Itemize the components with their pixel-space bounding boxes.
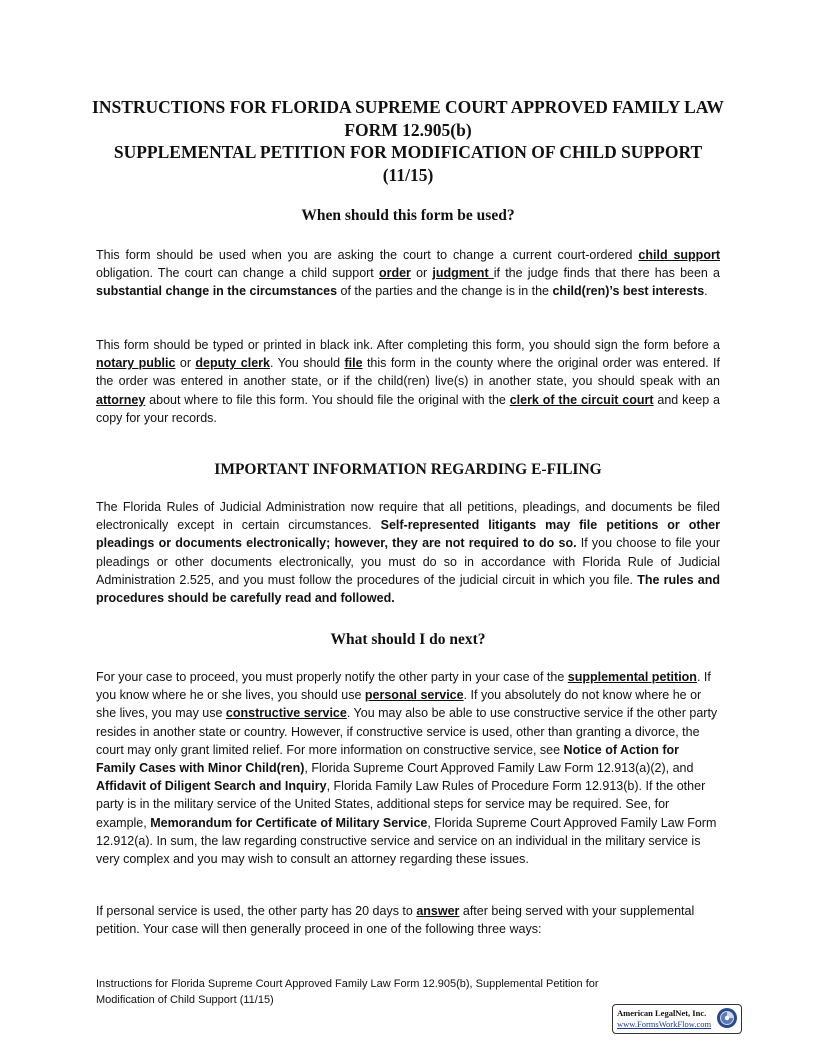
logo-company-name: American LegalNet, Inc. — [617, 1008, 707, 1018]
term-answer: answer — [416, 904, 460, 918]
document-title — [80, 96, 736, 186]
heading-when-used: When should this form be used? — [301, 207, 515, 224]
paragraph-when-used-1: This form should be used when you are asking the court to change a current court-ordered child support obligation. The court can change a child support order or judgment if the judge finds that there has been a substantial change in the circumstances of the parties and the change is in the child(ren)’s best interests. — [96, 248, 720, 299]
title-line-1: INSTRUCTIONS FOR FLORIDA SUPREME COURT APPROVED FAMILY LAW — [92, 97, 724, 117]
term-clerk-circuit-court: clerk of the circuit court — [509, 392, 654, 407]
term-attorney: attorney — [96, 392, 146, 407]
form-memorandum-military: Memorandum for Certificate of Military Service — [150, 815, 428, 830]
term-constructive-service: constructive service — [225, 706, 347, 721]
term-best-interests: child(ren)’s best interests — [552, 284, 705, 299]
logo-url-link[interactable]: www.FormsWorkFlow.com — [617, 1019, 712, 1029]
paragraph-what-next-2: If personal service is used, the other party has 20 days to answer after being served with your supplemental petition. Your case will then generally proceed in one of the following three ways: — [96, 904, 695, 937]
title-line-4: (11/15) — [382, 164, 434, 185]
term-personal-service: personal service — [364, 688, 464, 703]
paragraph-e-filing: The Florida Rules of Judicial Administration now require that all petitions, pleadings, and documents be filed electronically except in certain circumstances. Self-represented litigants may file petitions or other pleadings or documents electronically; however, they are not required to do so. If you choose to file your pleadings or other documents electronically, you must do so in accordance with Florida Rule of Judicial Administration 2.525, and you must follow the procedures of the judicial circuit in which you file. The rules and procedures should be carefully read and followed. — [96, 500, 720, 606]
bold-self-represented: Self-represented litigants may file petitions or other pleadings or documents electronically; however, they are not required to do so. — [96, 518, 720, 551]
heading-e-filing: IMPORTANT INFORMATION REGARDING E-FILING — [214, 461, 602, 478]
paragraph-what-next-1: For your case to proceed, you must properly notify the other party in your case of the supplemental petition. If you know where he or she lives, you should use personal service. If you absolutely do not know where he or she lives, you may use constructive service. You may also be able to use constructive service if the other party resides in another state or country. However, if constructive service is used, other than granting a divorce, the court may only grant limited relief. For more information on constructive service, see Notice of Action for Family Cases with Minor Child(ren), Florida Supreme Court Approved Family Law Form 12.913(a)(2), and Affidavit of Diligent Search and Inquiry, Florida Family Law Rules of Procedure Form 12.913(b). If the other party is in the military service of the United States, additional steps for service may be required. See, for example, Memorandum for Certificate of Military Service, Florida Supreme Court Approved Family Law Form 12.912(a). In sum, the law regarding constructive service and service on an individual in the military service is very complex and you may wish to consult an attorney regarding these issues. — [96, 670, 718, 867]
paragraph-when-used-2: This form should be typed or printed in black ink. After completing this form, you should sign the form before a notary public or deputy clerk. You should file this form in the county where the original order was entered. If the order was entered in another state, or if the child(ren) live(s) in another state, you should speak with an attorney about where to file this form. You should file the original with the clerk of the circuit court and keep a copy for your records. — [96, 338, 720, 425]
term-deputy-clerk: deputy clerk — [195, 356, 270, 371]
form-notice-of-action: Notice of Action for Family Cases with Minor Child(ren) — [96, 742, 680, 776]
term-notary-public: notary public — [96, 356, 176, 371]
footer-line-1: Instructions for Florida Supreme Court Approved Family Law Form 12.905(b), Supplemental Petition for — [96, 978, 599, 990]
term-file: file — [344, 356, 363, 371]
heading-what-next: What should I do next? — [330, 631, 486, 648]
term-judgment: judgment — [432, 266, 494, 281]
title-line-2: FORM 12.905(b) — [344, 119, 472, 140]
term-supplemental-petition: supplemental petition — [567, 670, 697, 684]
footer-line-2: Modification of Child Support (11/15) — [96, 994, 274, 1006]
title-line-3: SUPPLEMENTAL PETITION FOR MODIFICATION OF CHILD SUPPORT — [113, 142, 703, 162]
term-substantial-change: substantial change in the circumstances — [96, 284, 338, 299]
bold-rules-procedures: The rules and procedures should be carefully read and followed. — [96, 572, 720, 606]
term-child-support: child support — [638, 248, 720, 262]
american-legalnet-logo[interactable] — [612, 1004, 742, 1034]
form-affidavit-diligent-search: Affidavit of Diligent Search and Inquiry — [96, 779, 327, 794]
page-footer — [96, 976, 696, 1008]
term-order: order — [378, 266, 411, 281]
logo-seal-icon — [716, 1007, 738, 1029]
